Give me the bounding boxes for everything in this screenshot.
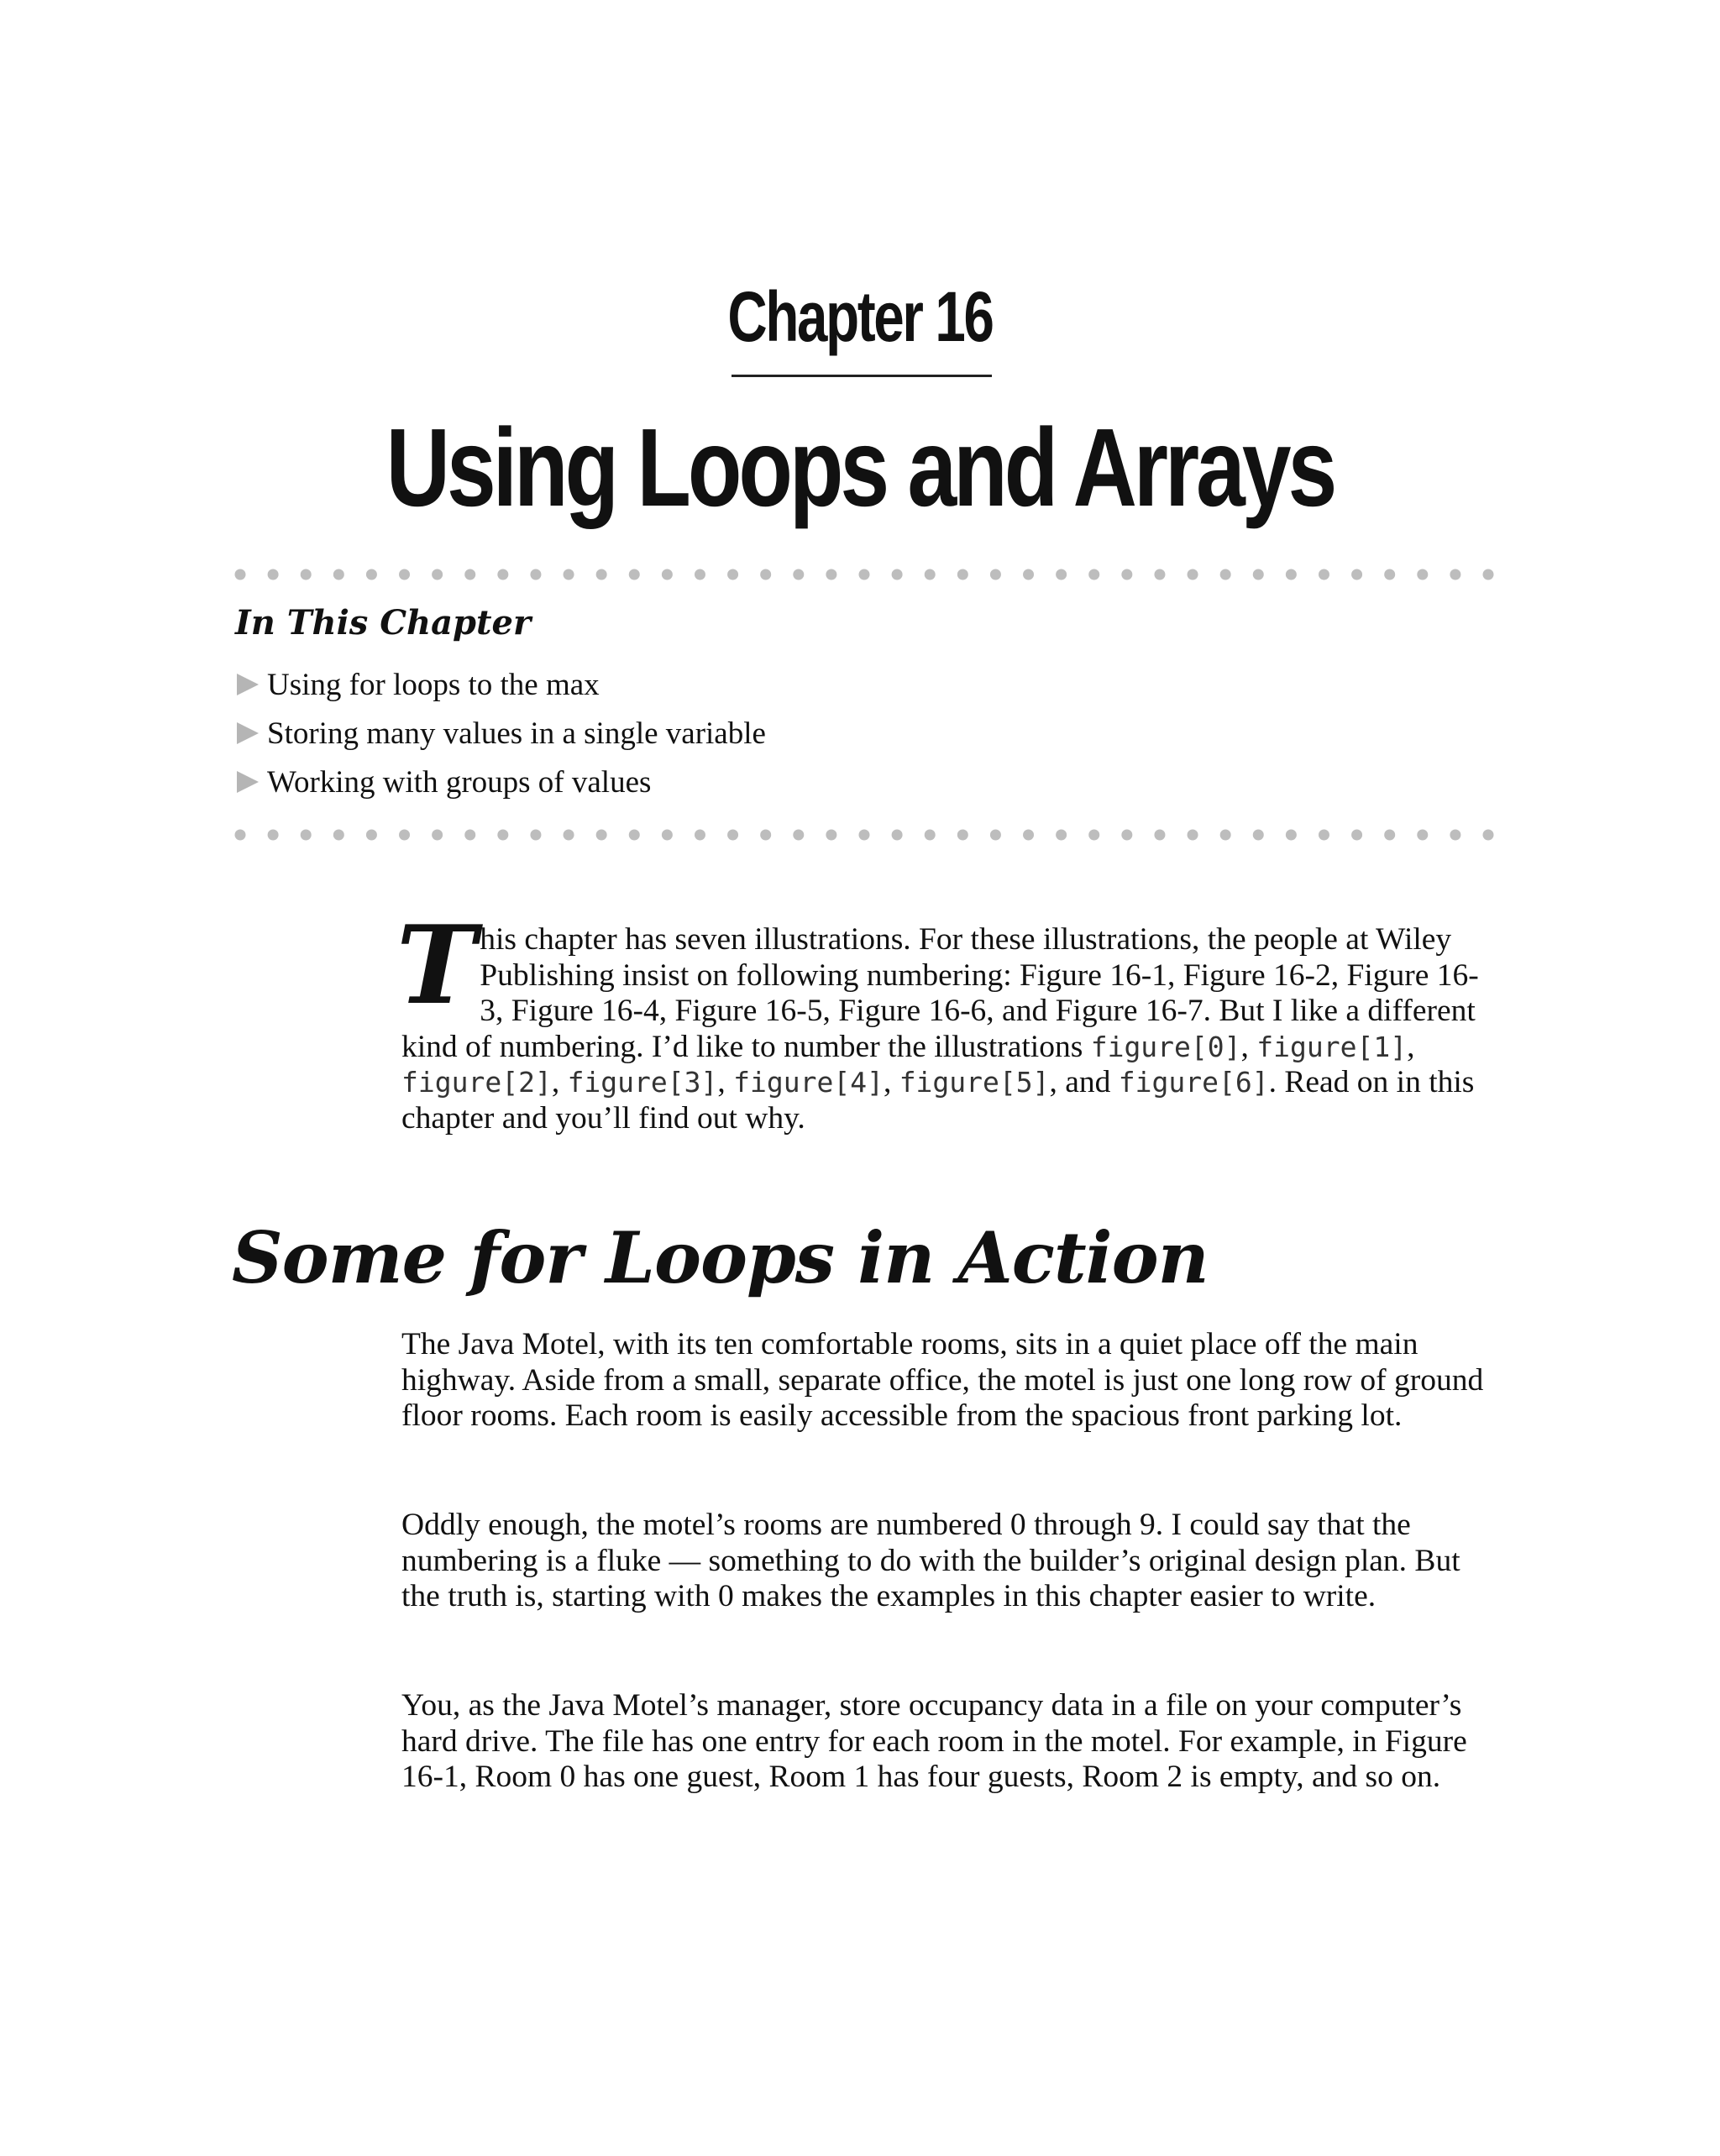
separator-and: , and xyxy=(1049,1065,1119,1099)
dotted-divider-top xyxy=(233,566,1495,583)
divider-dot xyxy=(727,569,738,580)
chapter-underline xyxy=(732,375,992,377)
divider-dot xyxy=(1253,830,1264,841)
divider-dot xyxy=(596,830,607,841)
divider-dot xyxy=(793,830,804,841)
triangle-arrow-icon xyxy=(235,768,260,796)
body-paragraph: The Java Motel, with its ten comfortable rooms, sits in a quiet place off the main highway. Aside from a small, separate office, the motel is just one long row of ground floor rooms. Each room is easily accessible from the spacious front parking lot. xyxy=(401,1327,1484,1433)
divider-dot xyxy=(760,569,771,580)
divider-dot xyxy=(564,830,574,841)
divider-dot xyxy=(1154,569,1165,580)
divider-dot xyxy=(497,830,508,841)
list-item xyxy=(235,660,766,709)
divider-dot xyxy=(333,830,344,841)
divider-dot xyxy=(826,569,836,580)
in-this-chapter-heading: In This Chapter xyxy=(235,603,532,643)
intro-text: his chapter has seven illustrations. For these illustrations, the people at Wiley Publishing insist on following numbering: Figure 16-1, Figure 16-2, Figure 16-3, Figure 16-4, Figure 16-5, Figure 16-6, and Figure 16-7. But I like a different kind of numbering. I’d like to number the illustrations xyxy=(401,922,1479,1064)
divider-dot xyxy=(1154,830,1165,841)
triangle-arrow-icon xyxy=(235,670,260,699)
divider-dot xyxy=(1056,830,1067,841)
divider-dot xyxy=(1056,569,1067,580)
list-item xyxy=(235,709,766,758)
divider-dot xyxy=(564,569,574,580)
divider-dot xyxy=(859,569,870,580)
divider-dot xyxy=(1088,830,1099,841)
divider-dot xyxy=(662,830,673,841)
chapter-number: Chapter 16 xyxy=(727,277,993,356)
divider-dot xyxy=(268,569,279,580)
divider-dot xyxy=(366,830,377,841)
divider-dot xyxy=(1253,569,1264,580)
divider-dot xyxy=(268,830,279,841)
divider-dot xyxy=(1220,569,1231,580)
drop-cap: T xyxy=(396,903,477,1029)
divider-dot xyxy=(957,569,968,580)
divider-dot xyxy=(1351,830,1362,841)
divider-dot xyxy=(1417,830,1428,841)
divider-dot xyxy=(1450,830,1460,841)
code-figure-3: figure[3] xyxy=(567,1066,718,1099)
divider-dot xyxy=(1319,830,1329,841)
divider-dot xyxy=(957,830,968,841)
divider-dot xyxy=(235,830,246,841)
list-item-text: Storing many values in a single variable xyxy=(267,716,766,751)
divider-dot xyxy=(892,569,903,580)
divider-dot xyxy=(432,830,443,841)
code-figure-4: figure[4] xyxy=(733,1066,884,1099)
divider-dot xyxy=(1220,830,1231,841)
divider-dot xyxy=(1384,569,1395,580)
code-figure-5: figure[5] xyxy=(899,1066,1050,1099)
divider-dot xyxy=(1483,569,1494,580)
code-figure-1: figure[1] xyxy=(1256,1030,1408,1063)
code-figure-0: figure[0] xyxy=(1090,1030,1241,1063)
divider-dot xyxy=(892,830,903,841)
divider-dot xyxy=(366,569,377,580)
divider-dot xyxy=(925,569,936,580)
divider-dot xyxy=(760,830,771,841)
divider-dot xyxy=(1286,569,1297,580)
list-item-text: Using for loops to the max xyxy=(267,667,600,702)
intro-text-end: . Read on in this chapter and you’ll find out why. xyxy=(401,1065,1475,1136)
code-figure-2: figure[2] xyxy=(401,1066,552,1099)
divider-dot xyxy=(1023,830,1034,841)
divider-dot xyxy=(235,569,246,580)
divider-dot xyxy=(464,569,475,580)
divider-dot xyxy=(301,569,312,580)
divider-dot xyxy=(530,830,541,841)
body-paragraph: Oddly enough, the motel’s rooms are numbered 0 through 9. I could say that the numbering is a fluke — something to do with the builder’s original design plan. But the truth is, starting with 0 makes the examples in this chapter easier to write. xyxy=(401,1508,1460,1613)
list-item xyxy=(235,758,766,806)
divider-dot xyxy=(695,569,705,580)
divider-dot xyxy=(596,569,607,580)
divider-dot xyxy=(859,830,870,841)
divider-dot xyxy=(497,569,508,580)
divider-dot xyxy=(333,569,344,580)
divider-dot xyxy=(530,569,541,580)
divider-dot xyxy=(1384,830,1395,841)
triangle-arrow-icon xyxy=(235,719,260,748)
divider-dot xyxy=(1023,569,1034,580)
divider-dot xyxy=(1088,569,1099,580)
divider-dot xyxy=(990,569,1001,580)
separator: , xyxy=(717,1065,734,1099)
divider-dot xyxy=(727,830,738,841)
dotted-divider-bottom xyxy=(233,826,1495,843)
divider-dot xyxy=(464,830,475,841)
divider-dot xyxy=(1188,830,1198,841)
divider-dot xyxy=(629,569,640,580)
divider-dot xyxy=(826,830,836,841)
divider-dot xyxy=(1319,569,1329,580)
separator: , xyxy=(551,1065,568,1099)
chapter-title: Using Loops and Arrays xyxy=(385,406,1335,529)
divider-dot xyxy=(301,830,312,841)
divider-dot xyxy=(1286,830,1297,841)
separator: , xyxy=(1240,1029,1257,1064)
divider-dot xyxy=(399,830,410,841)
in-this-chapter-list xyxy=(235,660,766,806)
divider-dot xyxy=(1351,569,1362,580)
body-paragraph: You, as the Java Motel’s manager, store occupancy data in a file on your computer’s hard drive. The file has one entry for each room in the motel. For example, in Figure 16-1, Room 0 has one guest, Room 1 has four guests, Room 2 is empty, and so on. xyxy=(401,1688,1467,1794)
divider-dot xyxy=(1483,830,1494,841)
divider-dot xyxy=(1121,569,1132,580)
separator: , xyxy=(883,1065,899,1099)
divider-dot xyxy=(629,830,640,841)
divider-dot xyxy=(1121,830,1132,841)
list-item-text: Working with groups of values xyxy=(267,764,652,800)
divider-dot xyxy=(432,569,443,580)
divider-dot xyxy=(399,569,410,580)
divider-dot xyxy=(1417,569,1428,580)
divider-dot xyxy=(695,830,705,841)
divider-dot xyxy=(793,569,804,580)
separator: , xyxy=(1407,1029,1415,1064)
divider-dot xyxy=(990,830,1001,841)
code-figure-6: figure[6] xyxy=(1118,1066,1269,1099)
divider-dot xyxy=(925,830,936,841)
divider-dot xyxy=(662,569,673,580)
divider-dot xyxy=(1188,569,1198,580)
intro-paragraph xyxy=(396,903,1502,1136)
section-heading: Some for Loops in Action xyxy=(232,1216,1209,1299)
divider-dot xyxy=(1450,569,1460,580)
